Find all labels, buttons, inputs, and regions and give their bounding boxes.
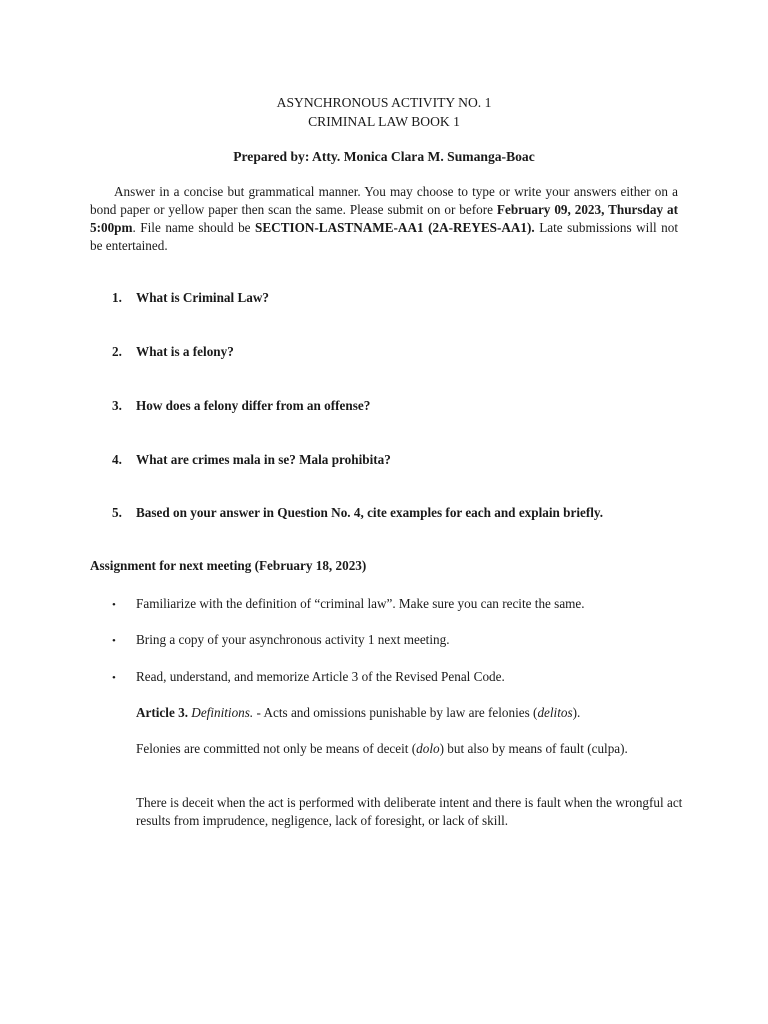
question-text: Based on your answer in Question No. 4, cite examples for each and explain briefly.: [136, 505, 604, 520]
article-text: - Acts and omissions punishable by law are felonies (: [253, 705, 538, 720]
filename-format: SECTION-LASTNAME-AA1 (2A-REYES-AA1).: [255, 220, 535, 235]
question-text: How does a felony differ from an offense?: [136, 398, 371, 413]
deadline: February 09, 2023, Thursday at 5:00pm: [90, 202, 678, 235]
question-text: What are crimes mala in se? Mala prohibita?: [136, 452, 391, 467]
question-number: 5.: [112, 505, 122, 520]
assignment-item-text: Familiarize with the definition of “criminal law”. Make sure you can recite the same.: [136, 596, 585, 611]
assignment-item-2: [112, 631, 692, 650]
title-line-1: ASYNCHRONOUS ACTIVITY NO. 1: [276, 95, 492, 110]
question-number: 1.: [112, 290, 122, 305]
assignment-item-1: [112, 595, 692, 614]
article-label: Article 3.: [136, 705, 188, 720]
article-heading: Definitions.: [191, 705, 254, 720]
article-paragraph-deceit: There is deceit when the act is performed with deliberate intent and there is fault when the wrongful act results from imprudence, negligence, lack of foresight, or lack of skill.: [136, 795, 683, 828]
question-3: [112, 397, 692, 415]
article-text: Felonies are committed not only be means of deceit (: [136, 741, 417, 756]
instructions-text-3: Late submissions will not be entertained.: [90, 220, 679, 253]
instructions-text-1: Answer in a concise but grammatical manner. You may choose to type or write your answers either on a bond paper or yellow paper then scan the same. Please submit on or before: [90, 184, 678, 217]
question-number: 2.: [112, 344, 122, 359]
question-4: [112, 451, 692, 469]
question-5: [112, 504, 692, 522]
assignment-item-3: [112, 668, 692, 687]
article-3-definition: [136, 704, 696, 722]
question-text: What is Criminal Law?: [136, 290, 269, 305]
prepared-by: Prepared by: Atty. Monica Clara M. Sumanga-Boac: [233, 149, 535, 164]
question-number: 4.: [112, 452, 122, 467]
bullet-glyph: •: [112, 635, 116, 647]
question-1: [112, 289, 692, 307]
article-term: delitos: [537, 705, 573, 720]
instructions-paragraph: [90, 183, 678, 255]
question-2: [112, 343, 692, 361]
assignment-item-text: Bring a copy of your asynchronous activity 1 next meeting.: [136, 632, 450, 647]
document-title: [0, 93, 768, 131]
assignment-item-text: Read, understand, and memorize Article 3 of the Revised Penal Code.: [136, 669, 505, 684]
article-term: dolo: [416, 741, 440, 756]
article-text: ).: [572, 705, 581, 720]
article-text: ) but also by means of fault (culpa).: [439, 741, 628, 756]
bullet-glyph: •: [112, 672, 116, 684]
bullet-glyph: •: [112, 599, 116, 611]
title-line-2: CRIMINAL LAW BOOK 1: [308, 114, 460, 129]
assignment-title: Assignment for next meeting (February 18, 2023): [90, 558, 367, 573]
question-text: What is a felony?: [136, 344, 234, 359]
instructions-text-2: . File name should be: [132, 220, 256, 235]
question-number: 3.: [112, 398, 122, 413]
article-paragraph-felonies: [136, 740, 696, 758]
